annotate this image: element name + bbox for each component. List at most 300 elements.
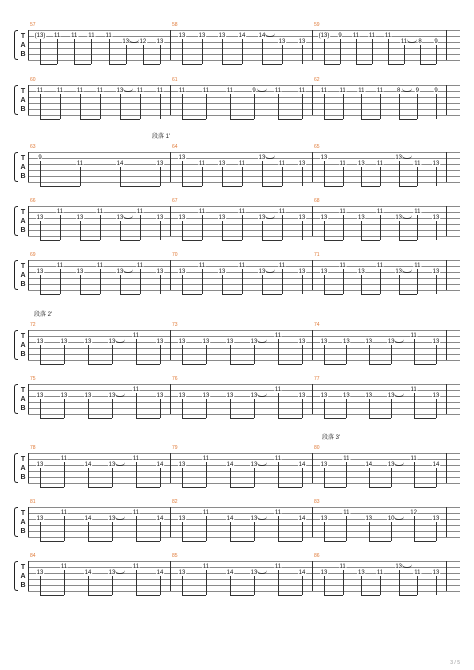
fret-number: 13 <box>36 570 44 576</box>
fret-number: 11 <box>410 456 417 462</box>
fret-number: 13 <box>387 339 395 345</box>
tab-string-line <box>28 152 460 153</box>
tab-clef-letter: T <box>20 456 26 463</box>
tab-clef-letter: B <box>20 281 26 288</box>
fret-number: 11 <box>198 263 206 269</box>
note-stem <box>112 468 113 487</box>
staff-brace <box>14 152 18 182</box>
note-stem <box>40 399 41 418</box>
note-stem <box>222 167 223 186</box>
note-stem <box>206 570 207 595</box>
fret-number: 14 <box>226 462 234 468</box>
note-stem <box>324 576 325 595</box>
note-stem <box>380 269 381 294</box>
note-beam <box>262 240 282 241</box>
fret-number: 11 <box>76 88 84 94</box>
fret-number: 13 <box>122 39 130 45</box>
tab-clef-letter: A <box>20 272 26 279</box>
note-stem <box>436 468 437 487</box>
fret-number: 13 <box>178 570 186 576</box>
note-stem <box>140 215 141 240</box>
barline <box>312 206 313 236</box>
fret-number: 11 <box>278 209 286 215</box>
note-beam <box>399 119 418 120</box>
note-stem <box>361 167 362 186</box>
fret-number: 13 <box>432 516 440 522</box>
tab-string-line <box>28 354 460 355</box>
fret-number: 14 <box>84 462 92 468</box>
measure-number: 86 <box>314 553 320 559</box>
note-stem <box>64 516 65 541</box>
barline <box>170 453 171 483</box>
note-beam <box>230 541 254 542</box>
fret-number: 13 <box>365 339 373 345</box>
fret-number: 13 <box>60 339 68 345</box>
tab-clef-label <box>19 455 27 482</box>
note-beam <box>420 64 436 65</box>
tab-string-line <box>28 176 460 177</box>
fret-number: 11 <box>238 161 246 167</box>
fret-number: 11 <box>410 387 417 393</box>
fret-number: 13 <box>108 570 116 576</box>
note-stem <box>262 221 263 240</box>
fret-number: 13 <box>365 516 373 522</box>
fret-number: 11 <box>60 510 68 516</box>
fret-number: 13 <box>387 462 395 468</box>
fret-number: 14 <box>238 33 246 39</box>
tab-string-line <box>28 85 460 86</box>
note-beam <box>262 294 282 295</box>
note-beam <box>324 487 346 488</box>
measure-number: 65 <box>314 144 320 150</box>
staff-brace <box>14 330 18 360</box>
note-beam <box>369 487 391 488</box>
tab-string-line <box>28 360 460 361</box>
note-stem <box>88 468 89 487</box>
note-stem <box>112 345 113 364</box>
note-beam <box>399 240 418 241</box>
note-beam <box>120 119 140 120</box>
fret-number: 11 <box>274 333 282 339</box>
note-beam <box>361 294 380 295</box>
tab-string-line <box>28 30 460 31</box>
note-beam <box>278 364 302 365</box>
fret-number: 11 <box>202 510 210 516</box>
note-stem <box>361 275 362 294</box>
note-beam <box>222 240 242 241</box>
tab-string-line <box>28 414 460 415</box>
tab-clef-letter: T <box>20 333 26 340</box>
fret-number: 11 <box>339 564 346 570</box>
barline <box>170 260 171 290</box>
measure-number: 81 <box>30 499 36 505</box>
note-stem <box>140 269 141 294</box>
fret-number: 13 <box>320 462 328 468</box>
note-stem <box>222 39 223 64</box>
fret-number: 13 <box>226 393 234 399</box>
note-stem <box>182 576 183 595</box>
note-stem <box>391 345 392 364</box>
tab-clef-label <box>19 32 27 59</box>
tab-string-line <box>28 91 460 92</box>
note-stem <box>436 275 437 294</box>
tab-string-line <box>28 284 460 285</box>
note-stem <box>182 522 183 541</box>
fret-number: 13 <box>84 393 92 399</box>
note-stem <box>242 167 243 186</box>
fret-number: 9 <box>38 155 42 161</box>
note-stem <box>100 269 101 294</box>
tab-clef-letter: B <box>20 173 26 180</box>
note-beam <box>120 186 160 187</box>
note-beam <box>40 364 64 365</box>
fret-number: 13 <box>320 269 328 275</box>
barline <box>312 453 313 483</box>
measure-number: 70 <box>172 252 178 258</box>
note-beam <box>278 418 302 419</box>
fret-number: 13 <box>156 161 164 167</box>
note-stem <box>417 94 418 119</box>
fret-number: 11 <box>226 88 234 94</box>
note-beam <box>324 541 346 542</box>
tab-string-line <box>28 109 460 110</box>
note-stem <box>324 468 325 487</box>
note-stem <box>346 516 347 541</box>
note-stem <box>369 522 370 541</box>
fret-number: 11 <box>298 88 306 94</box>
tab-clef-letter: T <box>20 564 26 571</box>
measure-number: 67 <box>172 198 178 204</box>
fret-number: 9 <box>415 88 419 94</box>
note-stem <box>143 45 144 64</box>
note-stem <box>417 269 418 294</box>
note-beam <box>361 240 380 241</box>
barline <box>28 152 29 182</box>
note-stem <box>278 339 279 364</box>
fret-number: 11 <box>339 161 346 167</box>
staff-brace <box>14 206 18 236</box>
section-label: 段落 2' <box>34 312 53 318</box>
fret-number: 13 <box>298 269 306 275</box>
note-stem <box>302 167 303 186</box>
note-beam <box>40 119 60 120</box>
fret-number: 11 <box>198 209 206 215</box>
fret-number: 13 <box>343 339 350 345</box>
fret-number: 11 <box>202 456 210 462</box>
note-stem <box>380 94 381 119</box>
note-stem <box>160 399 161 418</box>
note-stem <box>40 39 41 64</box>
fret-number: 11 <box>136 209 144 215</box>
measure-number: 71 <box>314 252 320 258</box>
note-beam <box>182 595 206 596</box>
note-beam <box>399 294 418 295</box>
note-beam <box>361 186 380 187</box>
note-stem <box>100 94 101 119</box>
fret-number: 13 <box>432 570 440 576</box>
tab-string-line <box>28 236 460 237</box>
note-stem <box>324 94 325 119</box>
note-beam <box>278 541 302 542</box>
note-stem <box>242 215 243 240</box>
tab-string-line <box>28 330 460 331</box>
fret-number: 13 <box>36 339 44 345</box>
tab-staff-system <box>14 144 460 182</box>
note-beam <box>40 595 64 596</box>
fret-number: 9 <box>252 88 256 94</box>
note-stem <box>202 269 203 294</box>
measure-number: 84 <box>30 553 36 559</box>
fret-number: 11 <box>132 333 140 339</box>
note-beam <box>356 64 372 65</box>
tab-string-line <box>28 390 460 391</box>
note-stem <box>40 275 41 294</box>
fret-number: 11 <box>274 456 282 462</box>
note-stem <box>262 275 263 294</box>
fret-number: 13 <box>320 339 328 345</box>
note-stem <box>282 269 283 294</box>
fret-number: 13 <box>36 393 44 399</box>
tab-string-line <box>28 348 460 349</box>
note-stem <box>343 94 344 119</box>
tab-staff-system <box>14 22 460 60</box>
fret-number: (13) <box>34 33 46 39</box>
measure-number: 63 <box>30 144 36 150</box>
tab-clef-letter: B <box>20 474 26 481</box>
note-beam <box>399 186 418 187</box>
note-beam <box>230 595 254 596</box>
note-stem <box>324 345 325 364</box>
tab-clef-label <box>19 208 27 235</box>
fret-number: 11 <box>136 263 144 269</box>
staff-brace <box>14 30 18 60</box>
note-stem <box>343 215 344 240</box>
tab-string-line <box>28 453 460 454</box>
note-stem <box>182 161 183 186</box>
note-stem <box>346 462 347 487</box>
note-stem <box>182 468 183 487</box>
note-stem <box>230 399 231 418</box>
note-stem <box>88 576 89 595</box>
fret-number: 11 <box>132 387 140 393</box>
note-stem <box>302 468 303 487</box>
note-stem <box>278 516 279 541</box>
barline <box>446 453 447 483</box>
note-stem <box>160 221 161 240</box>
fret-number: 13 <box>36 269 44 275</box>
note-beam <box>40 64 57 65</box>
note-stem <box>242 39 243 64</box>
measure-number: 68 <box>314 198 320 204</box>
fret-number: 11 <box>105 33 112 39</box>
note-stem <box>302 45 303 64</box>
tab-clef-letter: T <box>20 510 26 517</box>
note-beam <box>324 119 343 120</box>
fret-number: 13 <box>36 516 44 522</box>
note-stem <box>206 462 207 487</box>
tab-string-line <box>28 531 460 532</box>
note-beam <box>361 595 380 596</box>
fret-number: 13 <box>357 215 365 221</box>
note-stem <box>380 576 381 595</box>
note-stem <box>64 345 65 364</box>
note-stem <box>414 462 415 487</box>
tab-clef-label <box>19 563 27 590</box>
fret-number: 14 <box>298 570 306 576</box>
tab-staff-system <box>14 322 460 360</box>
fret-number: 11 <box>60 456 68 462</box>
fret-number: 13 <box>395 269 402 275</box>
note-stem <box>80 221 81 240</box>
note-stem <box>112 576 113 595</box>
note-stem <box>361 576 362 595</box>
note-beam <box>414 418 436 419</box>
fret-number: 11 <box>132 564 140 570</box>
tab-staff-system <box>14 198 460 236</box>
note-stem <box>230 576 231 595</box>
fret-number: 11 <box>343 456 350 462</box>
note-stem <box>278 94 279 119</box>
note-beam <box>182 364 206 365</box>
tab-clef-letter: A <box>20 465 26 472</box>
note-stem <box>399 570 400 595</box>
tab-staff-system <box>14 376 460 414</box>
note-stem <box>40 221 41 240</box>
note-beam <box>414 364 436 365</box>
note-stem <box>388 39 389 64</box>
note-stem <box>324 39 325 64</box>
tab-string-line <box>28 579 460 580</box>
fret-number: 13 <box>278 39 286 45</box>
fret-number: 13 <box>250 516 258 522</box>
barline <box>312 260 313 290</box>
note-beam <box>324 64 340 65</box>
tab-clef-letter: T <box>20 155 26 162</box>
fret-number: 11 <box>202 564 210 570</box>
tab-staff-system <box>14 445 460 483</box>
measure-number: 80 <box>314 445 320 451</box>
fret-number: 13 <box>320 215 328 221</box>
fret-number: 13 <box>108 393 116 399</box>
tab-clef-label <box>19 386 27 413</box>
fret-number: 13 <box>365 393 373 399</box>
measure-number: 61 <box>172 77 178 83</box>
note-stem <box>182 39 183 64</box>
tab-string-line <box>28 459 460 460</box>
barline <box>28 507 29 537</box>
note-stem <box>120 221 121 240</box>
note-stem <box>380 215 381 240</box>
barline <box>28 260 29 290</box>
fret-number: 11 <box>88 33 95 39</box>
note-stem <box>126 45 127 64</box>
tab-string-line <box>28 224 460 225</box>
fret-number: 13 <box>218 269 226 275</box>
note-beam <box>182 541 206 542</box>
fret-number: 11 <box>410 333 417 339</box>
tab-string-line <box>28 278 460 279</box>
note-stem <box>222 275 223 294</box>
note-beam <box>40 541 64 542</box>
note-stem <box>91 39 92 64</box>
fret-number: 11 <box>414 209 421 215</box>
barline <box>170 30 171 60</box>
note-beam <box>230 119 254 120</box>
staff-brace <box>14 85 18 115</box>
tab-string-line <box>28 230 460 231</box>
fret-number: 11 <box>274 387 282 393</box>
barline <box>170 384 171 414</box>
note-stem <box>369 345 370 364</box>
measure-number: 83 <box>314 499 320 505</box>
note-beam <box>40 487 64 488</box>
tab-clef-letter: A <box>20 42 26 49</box>
fret-number: 14 <box>226 516 234 522</box>
fret-number: 12 <box>139 39 147 45</box>
note-beam <box>182 186 202 187</box>
note-beam <box>369 541 391 542</box>
tab-string-line <box>28 471 460 472</box>
tab-clef-letter: A <box>20 342 26 349</box>
note-beam <box>230 487 254 488</box>
note-beam <box>222 64 242 65</box>
fret-number: 12 <box>410 510 417 516</box>
measure-number: 60 <box>30 77 36 83</box>
note-beam <box>74 64 91 65</box>
measure-number: 66 <box>30 198 36 204</box>
fret-number: 11 <box>96 263 104 269</box>
note-stem <box>380 167 381 186</box>
tab-string-line <box>28 336 460 337</box>
barline <box>28 453 29 483</box>
note-beam <box>278 119 302 120</box>
note-stem <box>278 570 279 595</box>
note-stem <box>391 399 392 418</box>
note-beam <box>88 487 112 488</box>
note-beam <box>40 418 64 419</box>
note-stem <box>57 39 58 64</box>
note-stem <box>356 39 357 64</box>
fret-number: 14 <box>432 462 440 468</box>
fret-number: 13 <box>116 88 124 94</box>
staff-brace <box>14 453 18 483</box>
fret-number: 13 <box>156 269 164 275</box>
note-stem <box>182 399 183 418</box>
fret-number: 11 <box>76 161 84 167</box>
fret-number: 13 <box>178 516 186 522</box>
note-beam <box>120 240 140 241</box>
barline <box>446 561 447 591</box>
fret-number: 13 <box>202 393 210 399</box>
note-stem <box>230 522 231 541</box>
fret-number: 11 <box>202 88 210 94</box>
note-stem <box>64 399 65 418</box>
fret-number: 13 <box>178 462 186 468</box>
measure-number: 75 <box>30 376 36 382</box>
fret-number: 11 <box>36 88 44 94</box>
measure-number: 72 <box>30 322 36 328</box>
fret-number: 14 <box>156 570 164 576</box>
fret-number: 11 <box>274 88 282 94</box>
tab-string-line <box>28 103 460 104</box>
fret-number: 13 <box>116 215 124 221</box>
fret-number: 13 <box>395 155 402 161</box>
fret-number: 13 <box>156 393 164 399</box>
tab-string-line <box>28 206 460 207</box>
note-stem <box>40 468 41 487</box>
note-stem <box>343 570 344 595</box>
barline <box>28 206 29 236</box>
